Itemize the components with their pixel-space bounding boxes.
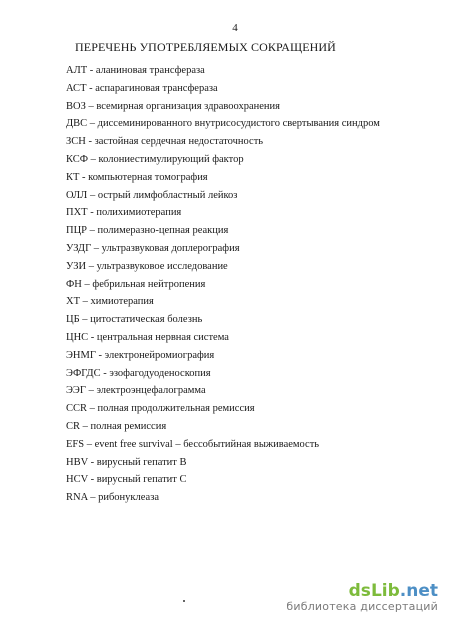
abbreviation-term: ОЛЛ [66,189,88,201]
abbreviation-term: ПЦР [66,225,88,237]
abbreviation-definition: – диссеминированного внутрисосудистого свертывания синдром [87,118,380,130]
abbreviation-definition: – всемирная организация здравоохранения [85,100,281,112]
abbreviation-term: ХТ [66,296,80,308]
abbreviation-definition: – event free survival – бессобытийная выживаемость [84,438,320,450]
abbreviation-term: ВОЗ [66,100,86,112]
abbreviation-definition: – рибонуклеаза [87,492,160,504]
abbreviation-term: УЗДГ [66,242,92,254]
abbreviation-definition: – цитостатическая болезнь [79,314,203,326]
watermark-logo-ds: ds [348,581,371,601]
abbreviation-definition: – полная ремиссия [80,420,167,432]
abbreviation-item [66,151,380,169]
abbreviation-item [66,347,380,365]
abbreviation-list [66,62,380,507]
abbreviation-term: CCR [66,403,88,415]
abbreviation-definition: - застойная сердечная недостаточность [85,136,264,148]
abbreviation-definition: – колониестимулирующий фактор [88,153,244,165]
abbreviation-definition: - вирусный гепатит С [87,474,187,486]
abbreviation-definition: - полихимиотерапия [87,207,182,219]
abbreviation-definition: – полимеразно-цепная реакция [87,225,229,237]
page-title: ПЕРЕЧЕНЬ УПОТРЕБЛЯЕМЫХ СОКРАЩЕНИЙ [75,40,336,54]
abbreviation-definition: - вирусный гепатит В [87,456,187,468]
abbreviation-definition: - аспарагиновая трансфераза [86,82,218,94]
abbreviation-item [66,400,380,418]
abbreviation-definition: - аланиновая трансфераза [87,65,205,76]
abbreviation-item [66,115,380,133]
abbreviation-definition: - центральная нервная система [88,331,229,343]
abbreviation-term: ПХТ [66,207,88,219]
abbreviation-item [66,329,380,347]
abbreviation-item [66,454,380,472]
abbreviation-term: EFS [66,438,85,450]
abbreviation-item [66,436,380,454]
page-number: 4 [232,22,238,34]
abbreviation-definition: - компьютерная томография [79,171,208,183]
abbreviation-term: АЛТ [66,65,88,76]
abbreviation-term: КСФ [66,153,89,165]
abbreviation-definition: - эзофагодуоденоскопия [100,367,211,379]
abbreviation-term: ЭЭГ [66,385,86,397]
abbreviation-term: ДВС [66,118,88,130]
abbreviation-item [66,62,380,80]
abbreviation-definition: – ультразвуковая доплерография [91,242,240,254]
abbreviation-item [66,133,380,151]
abbreviation-item [66,258,380,276]
abbreviation-item [66,169,380,187]
watermark-logo-lib: Lib [370,581,400,601]
watermark [286,582,438,614]
abbreviation-definition: – химиотерапия [80,296,154,308]
abbreviation-item [66,418,380,436]
abbreviation-term: RNA [66,492,88,504]
abbreviation-item [66,293,380,311]
abbreviation-item [66,311,380,329]
watermark-subtitle: библиотека диссертаций [286,600,438,613]
abbreviation-item [66,98,380,116]
abbreviation-term: ФН [66,278,82,290]
abbreviation-item [66,222,380,240]
abbreviation-item [66,489,380,507]
abbreviation-term: CR [66,420,81,432]
abbreviation-definition: - электронейромиография [95,349,215,361]
abbreviation-item [66,382,380,400]
abbreviation-term: HCV [66,474,88,486]
abbreviation-definition: – электроэнцефалограмма [85,385,206,397]
abbreviation-term: HBV [66,456,88,468]
abbreviation-definition: – полная продолжительная ремиссия [87,403,255,415]
abbreviation-item [66,471,380,489]
abbreviation-item [66,187,380,205]
abbreviation-item [66,240,380,258]
abbreviation-item [66,204,380,222]
abbreviation-term: ЦБ [66,314,80,326]
abbreviation-term: ЭФГДС [66,367,101,379]
abbreviation-definition: – ультразвуковое исследование [86,260,228,272]
abbreviation-item [66,276,380,294]
abbreviation-item [66,80,380,98]
abbreviation-definition: – острый лимфобластный лейкоз [87,189,238,201]
watermark-logo [286,582,438,600]
abbreviation-term: ЭНМГ [66,349,96,361]
scan-speck [183,600,185,602]
abbreviation-term: ЗСН [66,136,86,148]
abbreviation-term: КТ [66,171,80,183]
abbreviation-definition: – фебрильная нейтропения [81,278,206,290]
abbreviation-term: АСТ [66,82,87,94]
abbreviation-item [66,365,380,383]
abbreviation-term: ЦНС [66,331,89,343]
watermark-logo-net: .net [399,581,438,601]
abbreviation-term: УЗИ [66,260,87,272]
